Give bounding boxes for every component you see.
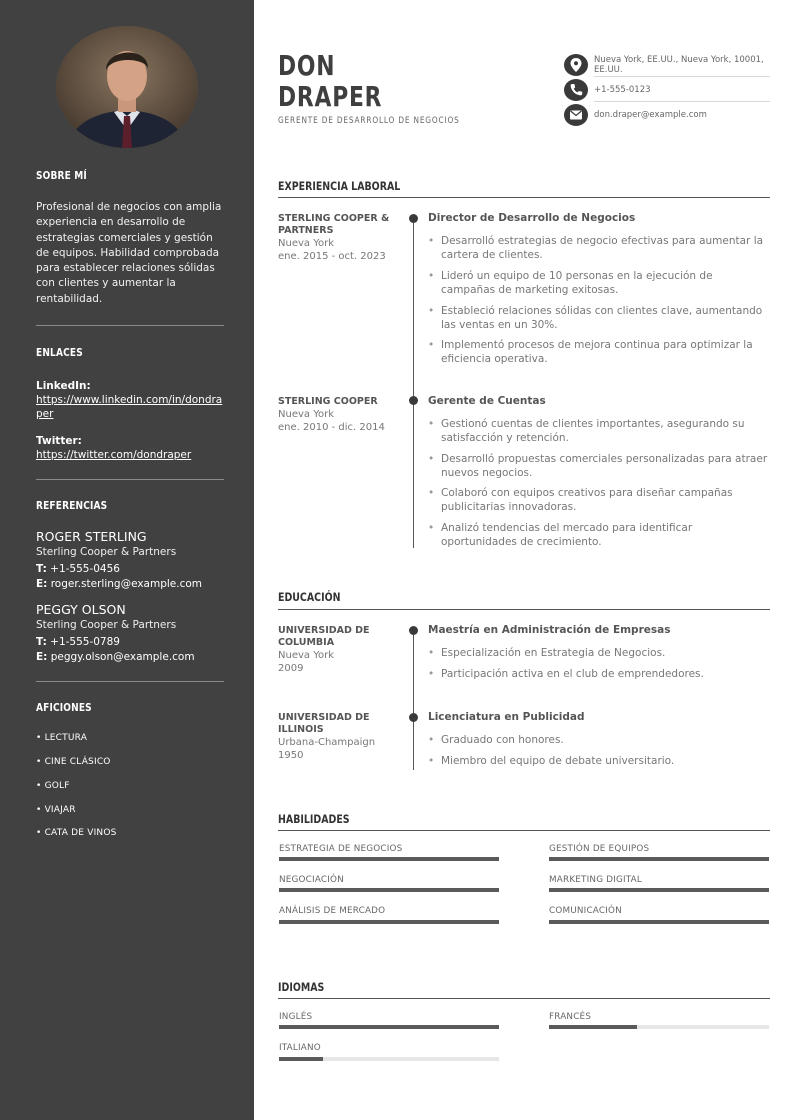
date-range: ene. 2015 - oct. 2023 (278, 251, 386, 262)
hobby-item: • CINE CLÁSICO (36, 757, 111, 767)
degree-title: Maestría en Administración de Empresas (428, 624, 671, 636)
linkedin-label: LinkedIn: (36, 380, 91, 392)
hobby-label: CINE CLÁSICO (44, 757, 111, 767)
sidebar (0, 0, 254, 1120)
skill-label: GESTIÓN DE EQUIPOS (549, 844, 650, 854)
language-bar-fill (279, 1057, 323, 1061)
role-title: Director de Desarrollo de Negocios (428, 212, 636, 224)
language-label: ITALIANO (279, 1043, 321, 1053)
skills-title: HABILIDADES (278, 812, 350, 826)
section-rule (278, 197, 770, 198)
timeline-dot (409, 713, 418, 722)
linkedin-link[interactable]: https://www.linkedin.com/in/dondraper (36, 394, 223, 420)
location-pin-icon (564, 54, 588, 76)
reference-phone: +1-555-0789 (50, 636, 120, 648)
divider (36, 325, 224, 326)
language-bar (279, 1025, 499, 1029)
phone-label: T: (36, 563, 47, 575)
skill-label: ANÁLISIS DE MERCADO (279, 906, 386, 916)
links-title: ENLACES (36, 346, 83, 359)
job-title: GERENTE DE DESARROLLO DE NEGOCIOS (278, 116, 460, 126)
bullet-item: • Gestionó cuentas de clientes importantes, asegurando su satisfacción y retención. (428, 418, 768, 446)
reference-item (36, 529, 224, 592)
skill-bar-fill (279, 857, 499, 861)
skill-label: ESTRATEGIA DE NEGOCIOS (279, 844, 403, 854)
section-rule (278, 830, 770, 831)
divider (36, 479, 224, 480)
email-label: E: (36, 578, 48, 590)
bullet-item: • Implementó procesos de mejora continua para optimizar la eficiencia operativa. (428, 339, 768, 367)
reference-email: roger.sterling@example.com (50, 578, 203, 590)
school-name: UNIVERSIDAD DE COLUMBIA (278, 625, 370, 648)
skill-label: NEGOCIACIÓN (279, 875, 344, 885)
company-location: Nueva York (278, 238, 334, 249)
divider (594, 76, 770, 77)
section-rule (278, 609, 770, 610)
skill-bar-fill (279, 920, 499, 924)
experience-title: EXPERIENCIA LABORAL (278, 179, 401, 193)
bullet-item: • Participación activa en el club de emprendedores. (428, 668, 768, 682)
hobby-label: GOLF (44, 781, 70, 791)
references-section (36, 499, 224, 665)
links-section (36, 346, 224, 462)
hobbies-section (36, 701, 224, 714)
bullet-item: • Colaboró con equipos creativos para diseñar campañas publicitarias innovadoras. (428, 487, 768, 515)
phone-label: T: (36, 636, 47, 648)
language-bar (549, 1025, 769, 1029)
skill-bar (279, 857, 499, 861)
twitter-label: Twitter: (36, 435, 82, 447)
skill-bar (549, 888, 769, 892)
reference-name: ROGER STERLING (36, 529, 147, 544)
language-label: INGLÉS (279, 1012, 313, 1022)
phone-icon (564, 79, 588, 101)
address-text: Nueva York, EE.UU., Nueva York, 10001, EE.UU. (594, 55, 764, 75)
graduation-year: 1950 (278, 750, 304, 761)
references-title: REFERENCIAS (36, 499, 108, 512)
skill-label: MARKETING DIGITAL (549, 875, 642, 885)
school-location: Nueva York (278, 650, 334, 661)
bullet-item: • Especialización en Estrategia de Negocios. (428, 647, 768, 661)
reference-company: Sterling Cooper & Partners (36, 546, 177, 558)
hobby-label: CATA DE VINOS (44, 828, 117, 838)
bullet-item: • Graduado con honores. (428, 734, 768, 748)
skill-bar (549, 857, 769, 861)
reference-item (36, 602, 224, 665)
skill-bar-fill (549, 857, 769, 861)
hobby-item: • GOLF (36, 781, 70, 791)
hobby-item: • CATA DE VINOS (36, 828, 117, 838)
company-location: Nueva York (278, 409, 334, 420)
profile-photo (56, 26, 198, 148)
skill-bar-fill (549, 920, 769, 924)
email-text[interactable]: don.draper@example.com (594, 110, 707, 120)
education-meta (278, 625, 398, 675)
reference-company: Sterling Cooper & Partners (36, 619, 177, 631)
education-title: EDUCACIÓN (278, 590, 341, 604)
company-name: STERLING COOPER (278, 396, 378, 407)
language-label: FRANCÉS (549, 1012, 592, 1022)
phone-text: +1-555-0123 (594, 85, 651, 95)
reference-phone: +1-555-0456 (50, 563, 120, 575)
skill-bar (279, 888, 499, 892)
role-title: Gerente de Cuentas (428, 395, 546, 407)
timeline-line (413, 217, 414, 548)
experience-meta (278, 213, 398, 263)
skill-bar (279, 920, 499, 924)
school-location: Urbana-Champaign (278, 737, 376, 748)
reference-name: PEGGY OLSON (36, 602, 126, 617)
experience-meta (278, 396, 398, 434)
first-name: DON (278, 49, 336, 82)
about-text: Profesional de negocios con amplia experiencia en desarrollo de estrategias comerciales y gestión de equipos. Habilidad comprobada para establecer relaciones sólidas con clientes y aumentar la rentabilidad. (36, 201, 222, 305)
skill-bar-fill (549, 888, 769, 892)
timeline-dot (409, 396, 418, 405)
about-title: SOBRE MÍ (36, 169, 87, 182)
bullet-item: • Analizó tendencias del mercado para identificar oportunidades de crecimiento. (428, 522, 768, 550)
languages-title: IDIOMAS (278, 980, 325, 994)
bullet-item: • Desarrolló estrategias de negocio efectivas para aumentar la cartera de clientes. (428, 235, 768, 263)
about-section (36, 169, 224, 307)
hobby-item: • VIAJAR (36, 805, 76, 815)
bullet-item: • Lideró un equipo de 10 personas en la ejecución de campañas de marketing exitosas. (428, 270, 768, 298)
company-name: STERLING COOPER & PARTNERS (278, 213, 390, 236)
email-label: E: (36, 651, 48, 663)
envelope-icon (564, 104, 588, 126)
bullet-item: • Miembro del equipo de debate universitario. (428, 755, 768, 769)
degree-title: Licenciatura en Publicidad (428, 711, 585, 723)
divider (594, 101, 770, 102)
education-meta (278, 712, 398, 762)
skill-bar (549, 920, 769, 924)
timeline-line (413, 629, 414, 770)
bullet-item: • Desarrolló propuestas comerciales personalizadas para atraer nuevos negocios. (428, 453, 768, 481)
hobby-label: LECTURA (44, 733, 88, 743)
language-bar-fill (549, 1025, 637, 1029)
candidate-name (278, 50, 382, 112)
last-name: DRAPER (278, 80, 383, 113)
twitter-link[interactable]: https://twitter.com/dondraper (36, 449, 192, 461)
reference-email: peggy.olson@example.com (50, 651, 195, 663)
bullet-item: • Estableció relaciones sólidas con clientes clave, aumentando las ventas en un 30%. (428, 305, 768, 333)
language-bar (279, 1057, 499, 1061)
timeline-dot (409, 214, 418, 223)
hobby-label: VIAJAR (44, 805, 76, 815)
skill-bar-fill (279, 888, 499, 892)
school-name: UNIVERSIDAD DE ILLINOIS (278, 712, 370, 735)
graduation-year: 2009 (278, 663, 304, 674)
section-rule (278, 998, 770, 999)
hobby-item: • LECTURA (36, 733, 88, 743)
skill-label: COMUNICACIÓN (549, 906, 622, 916)
divider (36, 681, 224, 682)
date-range: ene. 2010 - dic. 2014 (278, 422, 385, 433)
hobbies-title: AFICIONES (36, 701, 92, 714)
language-bar-fill (279, 1025, 499, 1029)
timeline-dot (409, 626, 418, 635)
